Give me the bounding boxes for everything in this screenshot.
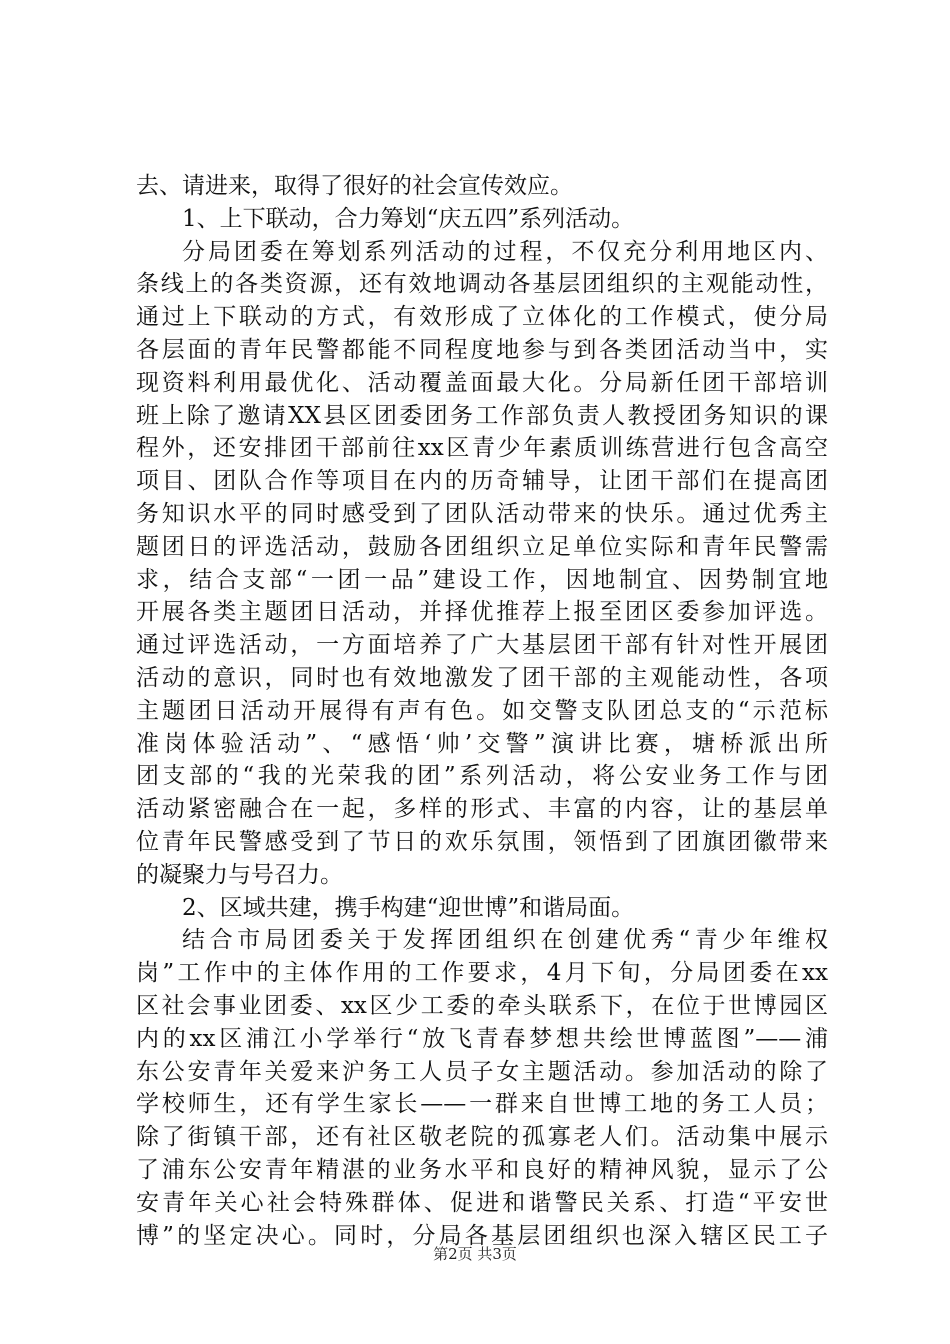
paragraph-line: 开展各类主题团日活动，并择优推荐上报至团区委参加评选。 <box>136 599 828 626</box>
paragraph-line: 去、请进来，取得了很好的社会宣传效应。 <box>136 173 573 199</box>
paragraph-line: 通过评选活动，一方面培养了广大基层团干部有针对性开展团 <box>136 632 828 659</box>
paragraph-line: 东公安青年关爱来沪务工人员子女主题活动。参加活动的除了 <box>136 1058 828 1085</box>
paragraph-line: 准岗体验活动”、“感悟‘帅’交警”演讲比赛，塘桥派出所 <box>136 730 828 757</box>
paragraph-line: 求，结合支部“一团一品”建设工作，因地制宜、因势制宜地 <box>136 566 828 593</box>
section-heading: 1、上下联动，合力筹划“庆五四”系列活动。 <box>182 205 635 232</box>
paragraph-line: 内的xx区浦江小学举行“放飞青春梦想共绘世博蓝图”——浦 <box>136 1025 828 1052</box>
paragraph-line: 现资料利用最优化、活动覆盖面最大化。分局新任团干部培训 <box>136 369 828 396</box>
paragraph-line: 项目、团队合作等项目在内的历奇辅导，让团干部们在提高团 <box>136 468 828 495</box>
paragraph-line: 班上除了邀请XX县区团委团务工作部负责人教授团务知识的课 <box>136 402 828 429</box>
paragraph-line: 结合市局团委关于发挥团组织在创建优秀“青少年维权 <box>182 927 828 954</box>
paragraph-line: 了浦东公安青年精湛的业务水平和良好的精神风貌，显示了公 <box>136 1156 828 1183</box>
paragraph-line: 安青年关心社会特殊群体、促进和谐警民关系、打造“平安世 <box>136 1189 828 1216</box>
paragraph-line: 除了街镇干部，还有社区敬老院的孤寡老人们。活动集中展示 <box>136 1124 828 1151</box>
page-number-label: 第2页 共3页 <box>433 1245 517 1263</box>
paragraph-line: 岗”工作中的主体作用的工作要求，4月下旬，分局团委在xx <box>136 960 828 987</box>
paragraph-line: 活动紧密融合在一起，多样的形式、丰富的内容，让的基层单 <box>136 796 828 823</box>
paragraph-line: 区社会事业团委、xx区少工委的牵头联系下，在位于世博园区 <box>136 992 828 1019</box>
page-footer <box>0 1243 950 1264</box>
paragraph-line: 的凝聚力与号召力。 <box>136 861 343 888</box>
paragraph-line: 程外，还安排团干部前往xx区青少年素质训练营进行包含高空 <box>136 435 828 462</box>
paragraph-line: 通过上下联动的方式，有效形成了立体化的工作模式，使分局 <box>136 304 828 331</box>
paragraph-line: 学校师生，还有学生家长——一群来自世博工地的务工人员； <box>136 1091 828 1118</box>
section-heading: 2、区域共建，携手构建“迎世博”和谐局面。 <box>182 894 635 921</box>
paragraph-line: 题团日的评选活动，鼓励各团组织立足单位实际和青年民警需 <box>136 533 828 560</box>
paragraph-line: 主题团日活动开展得有声有色。如交警支队团总支的“示范标 <box>136 697 828 724</box>
paragraph-line: 博”的坚定决心。同时，分局各基层团组织也深入辖区民工子 <box>136 1222 828 1249</box>
paragraph-line: 条线上的各类资源，还有效地调动各基层团组织的主观能动性， <box>136 271 828 298</box>
paragraph-line: 活动的意识，同时也有效地激发了团干部的主观能动性，各项 <box>136 664 828 691</box>
paragraph-line: 各层面的青年民警都能不同程度地参与到各类团活动当中，实 <box>136 336 828 363</box>
paragraph-line: 分局团委在筹划系列活动的过程，不仅充分利用地区内、 <box>182 238 828 265</box>
document-body <box>136 170 828 1252</box>
paragraph-line: 务知识水平的同时感受到了团队活动带来的快乐。通过优秀主 <box>136 500 828 527</box>
paragraph-line: 位青年民警感受到了节日的欢乐氛围，领悟到了团旗团徽带来 <box>136 828 828 855</box>
paragraph-line: 团支部的“我的光荣我的团”系列活动，将公安业务工作与团 <box>136 763 828 790</box>
